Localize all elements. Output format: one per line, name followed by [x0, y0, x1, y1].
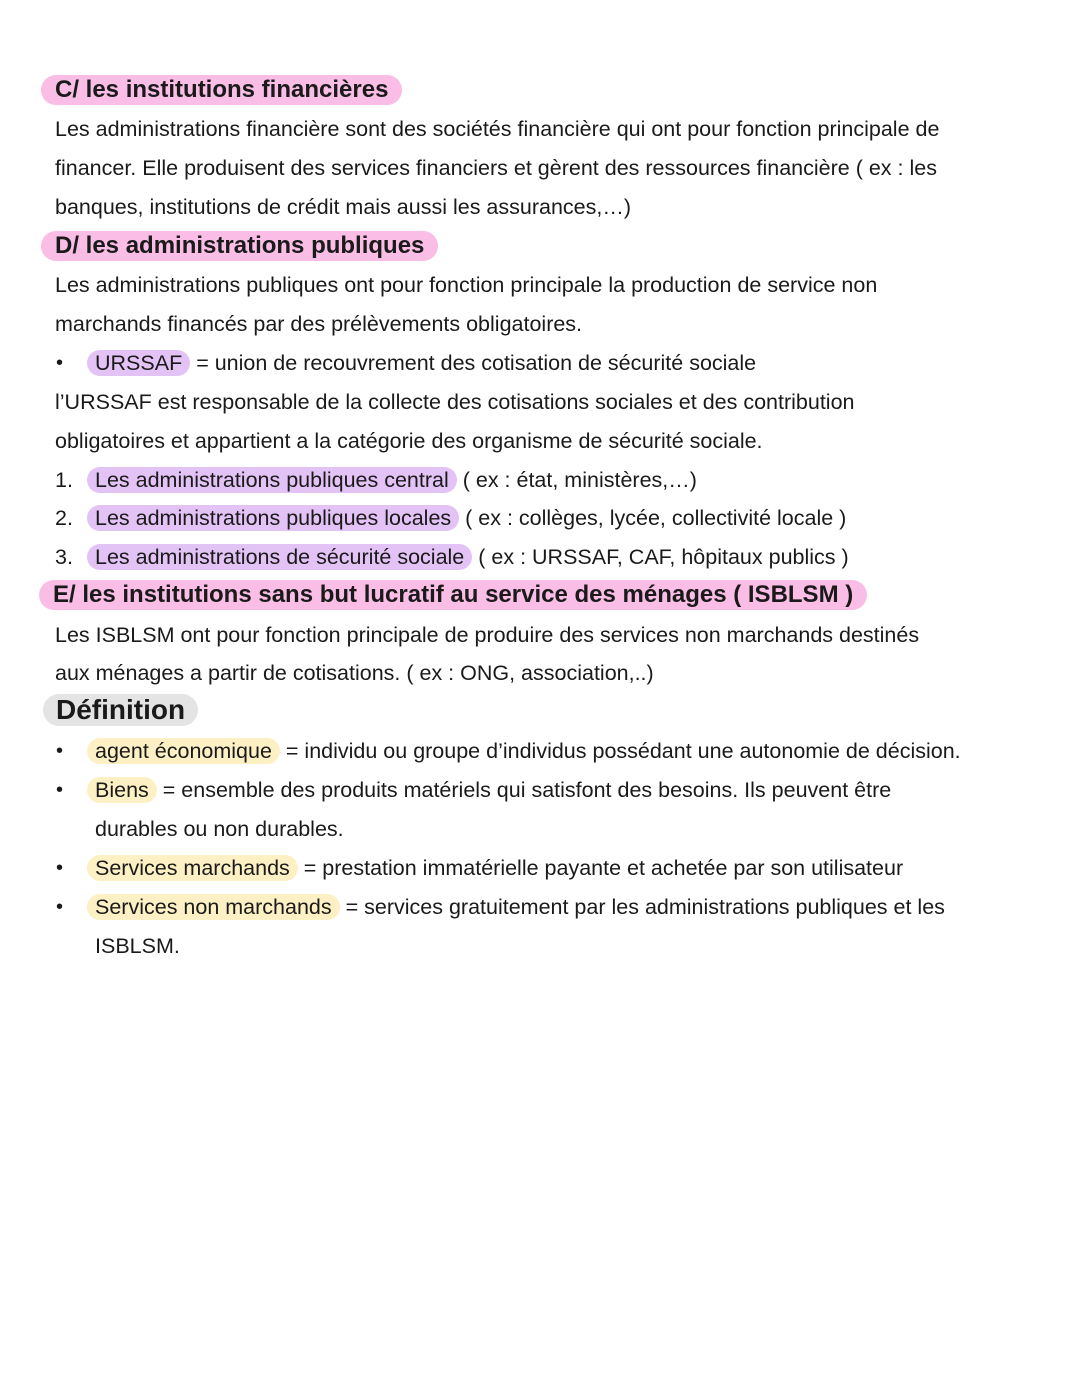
urssaf-definition — [95, 349, 756, 377]
section-d-heading: D/ les administrations publiques — [41, 231, 438, 261]
list-number-1: 1. — [55, 468, 73, 492]
list-item-1 — [95, 466, 697, 494]
definition-item-services-non-marchands — [95, 893, 945, 921]
urssaf-rest: = union de recouvrement des cotisation de sécurité sociale — [190, 351, 757, 375]
definition-item-services-non-marchands-cont: ISBLSM. — [95, 934, 180, 958]
section-e-heading: E/ les institutions sans but lucratif au service des ménages ( ISBLSM ) — [39, 580, 867, 610]
bullet-icon: • — [56, 857, 64, 879]
section-e-line-2: aux ménages a partir de cotisations. ( ex : ONG, association,..) — [55, 661, 654, 685]
definition-item-biens-cont: durables ou non durables. — [95, 817, 344, 841]
section-c-line-3: banques, institutions de crédit mais aussi les assurances,…) — [55, 195, 631, 219]
urssaf-line-1: l’URSSAF est responsable de la collecte des cotisations sociales et des contribution — [55, 390, 855, 414]
section-e-line-1: Les ISBLSM ont pour fonction principale de produire des services non marchands destinés — [55, 623, 920, 647]
bullet-icon: • — [56, 740, 64, 762]
definition-term: agent économique — [87, 738, 280, 764]
section-d-line-2: marchands financés par des prélèvements obligatoires. — [55, 312, 583, 336]
section-c-line-2: financer. Elle produisent des services financiers et gèrent des ressources financière ( ex : les — [55, 156, 937, 180]
definition-term: Biens — [87, 777, 157, 803]
list-number-2: 2. — [55, 506, 73, 530]
definition-text: = individu ou groupe d’individus possédant une autonomie de décision. — [279, 739, 961, 763]
list-item-1-term: Les administrations publiques central — [87, 467, 457, 493]
bullet-icon: • — [56, 779, 64, 801]
definition-text: = prestation immatérielle payante et achetée par son utilisateur — [297, 856, 904, 880]
list-item-2-rest: ( ex : collèges, lycée, collectivité locale ) — [459, 506, 847, 530]
list-item-3-term: Les administrations de sécurité sociale — [87, 544, 472, 570]
urssaf-line-2: obligatoires et appartient a la catégorie des organisme de sécurité sociale. — [55, 429, 763, 453]
bullet-icon: • — [56, 896, 64, 918]
definition-item-biens — [95, 776, 891, 804]
urssaf-term: URSSAF — [87, 350, 190, 376]
list-item-3 — [95, 543, 849, 571]
list-item-3-rest: ( ex : URSSAF, CAF, hôpitaux publics ) — [472, 545, 849, 569]
definition-term: Services marchands — [87, 855, 298, 881]
definition-text: = services gratuitement par les administrations publiques et les — [339, 895, 945, 919]
definition-term: Services non marchands — [87, 894, 340, 920]
list-number-3: 3. — [55, 545, 73, 569]
list-item-1-rest: ( ex : état, ministères,…) — [456, 468, 697, 492]
list-item-2-term: Les administrations publiques locales — [87, 505, 459, 531]
list-item-2 — [95, 504, 846, 532]
section-c-heading: C/ les institutions financières — [41, 75, 402, 105]
definition-item-agent — [95, 737, 961, 765]
section-d-line-1: Les administrations publiques ont pour fonction principale la production de service non — [55, 273, 878, 297]
definition-item-services-marchands — [95, 854, 903, 882]
definition-text: = ensemble des produits matériels qui satisfont des besoins. Ils peuvent être — [156, 778, 892, 802]
definition-heading: Définition — [43, 694, 198, 726]
bullet-icon: • — [56, 352, 64, 374]
section-c-line-1: Les administrations financière sont des sociétés financière qui ont pour fonction principale de — [55, 117, 940, 141]
